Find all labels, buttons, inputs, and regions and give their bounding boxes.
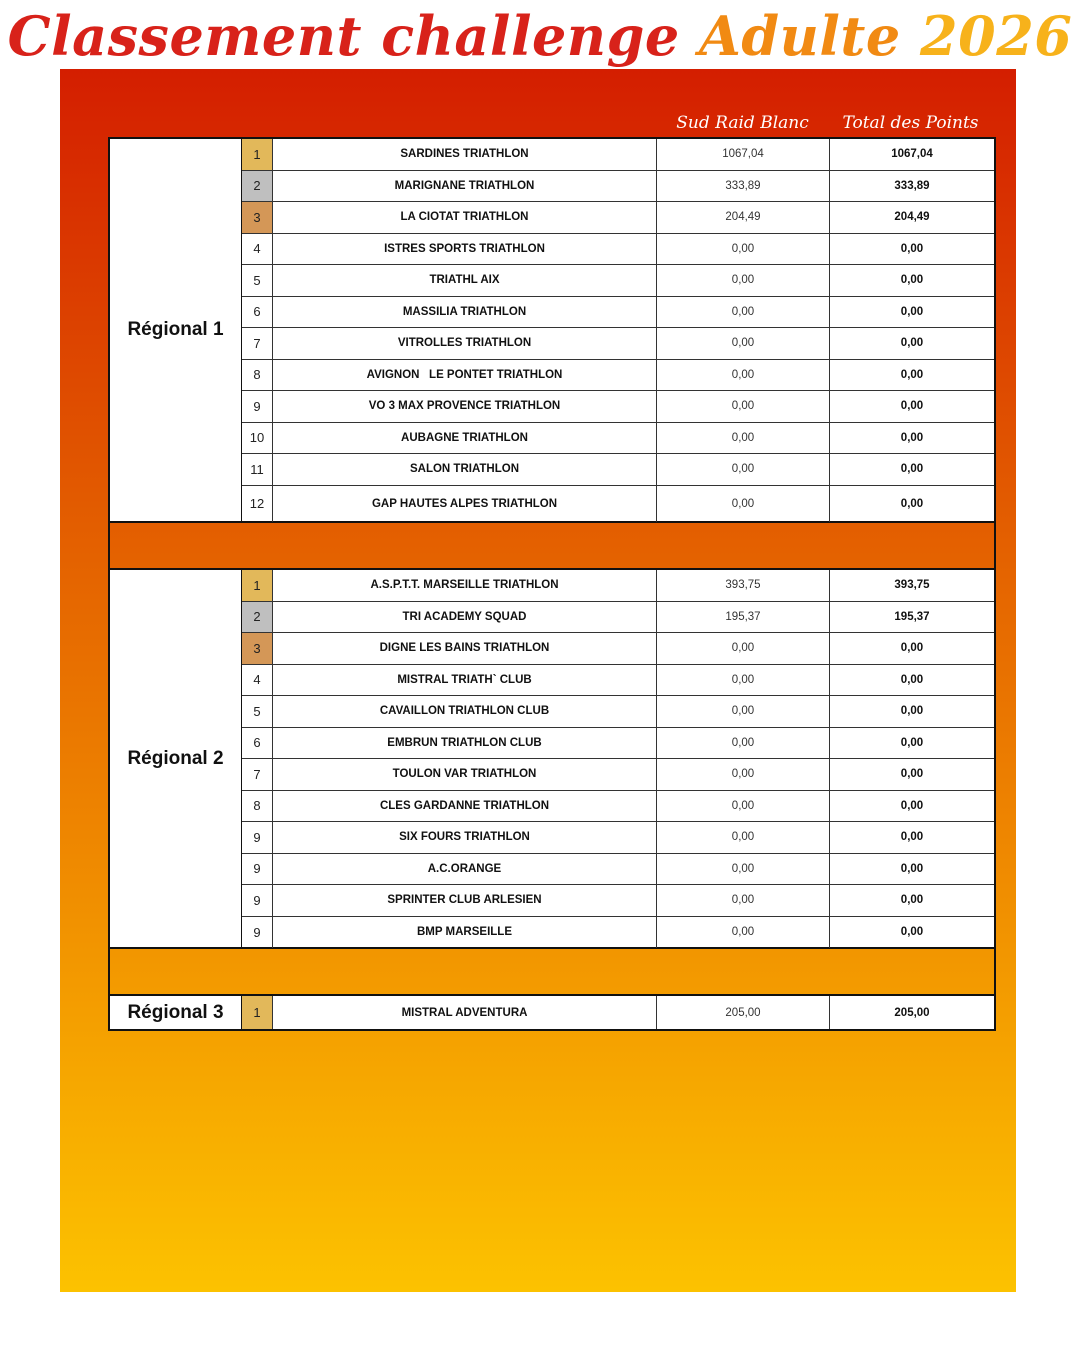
total-points-cell: 0,00 [900, 831, 924, 844]
event-points-cell: 0,00 [657, 696, 830, 727]
section-regional-3 [108, 994, 996, 1031]
table-row [242, 791, 994, 823]
total-points-cell: 0,00 [900, 642, 924, 655]
event-points-cell: 0,00 [657, 423, 830, 454]
title-part-2: Adulte [699, 4, 901, 68]
total-points-cell: 0,00 [900, 400, 924, 413]
section-separator [108, 521, 996, 568]
club-name-cell: CAVAILLON TRIATHLON CLUB [273, 696, 657, 727]
event-points-cell: 0,00 [657, 854, 830, 885]
rank-cell: 7 [242, 328, 273, 359]
table-row [242, 454, 994, 486]
club-name-cell: A.C.ORANGE [273, 854, 657, 885]
event-points-cell: 0,00 [657, 665, 830, 696]
table-row [242, 486, 994, 522]
club-name-cell: VITROLLES TRIATHLON [273, 328, 657, 359]
club-name-cell: SPRINTER CLUB ARLESIEN [273, 885, 657, 916]
event-points-cell: 195,37 [657, 602, 830, 633]
table-row [242, 665, 994, 697]
ranking-rows [242, 139, 994, 522]
table-row [242, 265, 994, 297]
event-points-cell: 0,00 [657, 234, 830, 265]
event-points-cell: 0,00 [657, 328, 830, 359]
section-regional-1 [108, 137, 996, 523]
rank-cell: 8 [242, 360, 273, 391]
rank-cell: 2 [242, 602, 273, 633]
total-points-cell: 0,00 [900, 926, 924, 939]
club-name-cell: SARDINES TRIATHLON [273, 139, 657, 170]
event-points-cell: 0,00 [657, 265, 830, 296]
table-row [242, 360, 994, 392]
total-points-cell: 0,00 [900, 736, 924, 749]
table-row [242, 202, 994, 234]
total-points-cell: 195,37 [894, 610, 930, 623]
total-points-cell: 0,00 [900, 305, 924, 318]
total-points-cell: 333,89 [894, 179, 930, 192]
club-name-cell: VO 3 MAX PROVENCE TRIATHLON [273, 391, 657, 422]
club-name-cell: TOULON VAR TRIATHLON [273, 759, 657, 790]
club-name-cell: A.S.P.T.T. MARSEILLE TRIATHLON [273, 570, 657, 601]
event-points-cell: 0,00 [657, 728, 830, 759]
table-row [242, 996, 994, 1029]
club-name-cell: MISTRAL TRIATH` CLUB [273, 665, 657, 696]
table-row [242, 728, 994, 760]
club-name-cell: CLES GARDANNE TRIATHLON [273, 791, 657, 822]
rank-cell: 5 [242, 265, 273, 296]
rank-cell: 5 [242, 696, 273, 727]
event-points-cell: 393,75 [657, 570, 830, 601]
ranking-rows [242, 996, 994, 1029]
section-label: Régional 1 [110, 139, 242, 521]
rank-cell: 7 [242, 759, 273, 790]
event-points-cell: 0,00 [657, 917, 830, 949]
table-row [242, 423, 994, 455]
total-points-cell: 205,00 [894, 1006, 930, 1019]
event-points-cell: 0,00 [657, 454, 830, 485]
table-row [242, 885, 994, 917]
total-points-cell: 0,00 [900, 242, 924, 255]
club-name-cell: SIX FOURS TRIATHLON [273, 822, 657, 853]
total-points-cell: 0,00 [900, 799, 924, 812]
total-points-cell: 1067,04 [891, 148, 933, 161]
section-separator [108, 947, 996, 994]
rank-cell: 3 [242, 202, 273, 233]
title-part-3: 2026 [920, 4, 1073, 68]
total-points-cell: 0,00 [900, 705, 924, 718]
column-header-total: Total des Points [842, 113, 979, 133]
ranking-rows [242, 570, 994, 948]
section-label: Régional 3 [110, 996, 242, 1029]
rank-cell: 1 [242, 996, 273, 1029]
total-points-cell: 0,00 [900, 431, 924, 444]
total-points-cell: 204,49 [894, 211, 930, 224]
column-header-event: Sud Raid Blanc [676, 113, 809, 133]
rank-cell: 1 [242, 139, 273, 170]
table-row [242, 139, 994, 171]
rank-cell: 8 [242, 791, 273, 822]
event-points-cell: 333,89 [657, 171, 830, 202]
total-points-cell: 0,00 [900, 894, 924, 907]
total-points-cell: 0,00 [900, 768, 924, 781]
club-name-cell: MASSILIA TRIATHLON [273, 297, 657, 328]
club-name-cell: TRI ACADEMY SQUAD [273, 602, 657, 633]
event-points-cell: 0,00 [657, 297, 830, 328]
club-name-cell: MARIGNANE TRIATHLON [273, 171, 657, 202]
total-points-cell: 0,00 [900, 274, 924, 287]
total-points-cell: 0,00 [900, 337, 924, 350]
rank-cell: 10 [242, 423, 273, 454]
table-row [242, 234, 994, 266]
club-name-cell: ISTRES SPORTS TRIATHLON [273, 234, 657, 265]
event-points-cell: 0,00 [657, 391, 830, 422]
table-row [242, 297, 994, 329]
event-points-cell: 0,00 [657, 885, 830, 916]
rank-cell: 11 [242, 454, 273, 485]
rank-cell: 4 [242, 665, 273, 696]
rank-cell: 9 [242, 917, 273, 949]
club-name-cell: SALON TRIATHLON [273, 454, 657, 485]
total-points-cell: 0,00 [900, 862, 924, 875]
total-points-cell: 393,75 [894, 579, 930, 592]
rank-cell: 9 [242, 885, 273, 916]
table-row [242, 602, 994, 634]
club-name-cell: LA CIOTAT TRIATHLON [273, 202, 657, 233]
event-points-cell: 0,00 [657, 360, 830, 391]
club-name-cell: AVIGNON LE PONTET TRIATHLON [273, 360, 657, 391]
table-row [242, 759, 994, 791]
club-name-cell: DIGNE LES BAINS TRIATHLON [273, 633, 657, 664]
event-points-cell: 0,00 [657, 633, 830, 664]
event-points-cell: 0,00 [657, 486, 830, 522]
club-name-cell: GAP HAUTES ALPES TRIATHLON [273, 486, 657, 522]
rank-cell: 9 [242, 391, 273, 422]
event-points-cell: 0,00 [657, 822, 830, 853]
table-row [242, 696, 994, 728]
section-label: Régional 2 [110, 570, 242, 947]
table-row [242, 854, 994, 886]
rank-cell: 2 [242, 171, 273, 202]
page-title [0, 4, 1080, 68]
rank-cell: 12 [242, 486, 273, 522]
total-points-cell: 0,00 [900, 673, 924, 686]
rank-cell: 6 [242, 297, 273, 328]
table-row [242, 917, 994, 949]
table-row [242, 570, 994, 602]
rank-cell: 3 [242, 633, 273, 664]
club-name-cell: MISTRAL ADVENTURA [273, 996, 657, 1029]
club-name-cell: TRIATHL AIX [273, 265, 657, 296]
table-row [242, 328, 994, 360]
event-points-cell: 1067,04 [657, 139, 830, 170]
section-regional-2 [108, 568, 996, 949]
table-row [242, 633, 994, 665]
total-points-cell: 0,00 [900, 463, 924, 476]
rank-cell: 9 [242, 822, 273, 853]
rank-cell: 9 [242, 854, 273, 885]
event-points-cell: 0,00 [657, 791, 830, 822]
rank-cell: 1 [242, 570, 273, 601]
total-points-cell: 0,00 [900, 368, 924, 381]
title-part-1: Classement challenge [7, 4, 680, 68]
rank-cell: 6 [242, 728, 273, 759]
table-row [242, 822, 994, 854]
total-points-cell: 0,00 [900, 497, 924, 510]
table-row [242, 391, 994, 423]
club-name-cell: AUBAGNE TRIATHLON [273, 423, 657, 454]
event-points-cell: 204,49 [657, 202, 830, 233]
table-row [242, 171, 994, 203]
club-name-cell: BMP MARSEILLE [273, 917, 657, 949]
rank-cell: 4 [242, 234, 273, 265]
event-points-cell: 205,00 [657, 996, 830, 1029]
club-name-cell: EMBRUN TRIATHLON CLUB [273, 728, 657, 759]
event-points-cell: 0,00 [657, 759, 830, 790]
